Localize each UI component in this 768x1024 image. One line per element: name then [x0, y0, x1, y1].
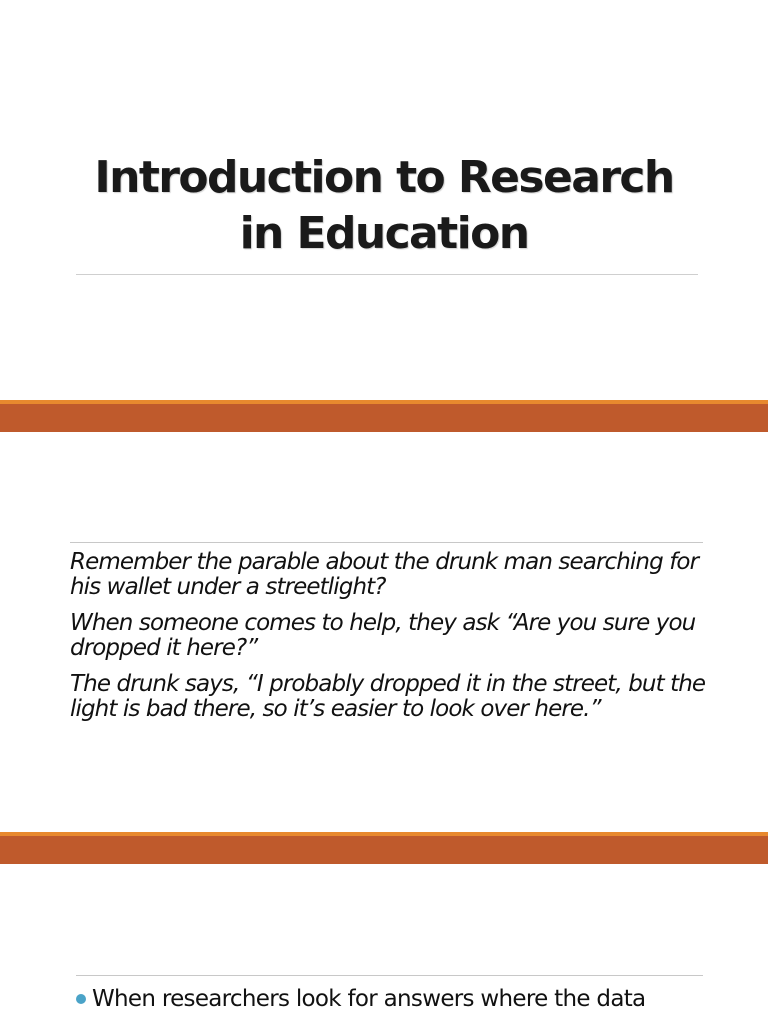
parable-text: [70, 550, 730, 733]
title-line-1: Introduction to Research: [94, 152, 674, 203]
bullet-text: When researchers look for answers where the data: [92, 986, 646, 1012]
slide2-top-rule: [70, 542, 703, 543]
bullet-icon: [76, 994, 86, 1004]
title-slide: [0, 0, 768, 400]
title-underline: [76, 274, 698, 275]
slide-divider-1: [0, 400, 768, 432]
slide-title: [60, 150, 708, 262]
slide3-top-rule: [76, 975, 703, 976]
slide-divider-2: [0, 832, 768, 864]
bullet-item: [76, 982, 756, 1016]
title-line-2: in Education: [239, 208, 529, 259]
parable-paragraph-3: The drunk says, “I probably dropped it in the street, but the light is bad there, so it’s easier to look over here.”: [70, 671, 706, 722]
parable-paragraph-2: When someone comes to help, they ask “Are you sure you dropped it here?”: [70, 610, 696, 661]
parable-paragraph-1: Remember the parable about the drunk man searching for his wallet under a streetlight?: [70, 549, 699, 600]
